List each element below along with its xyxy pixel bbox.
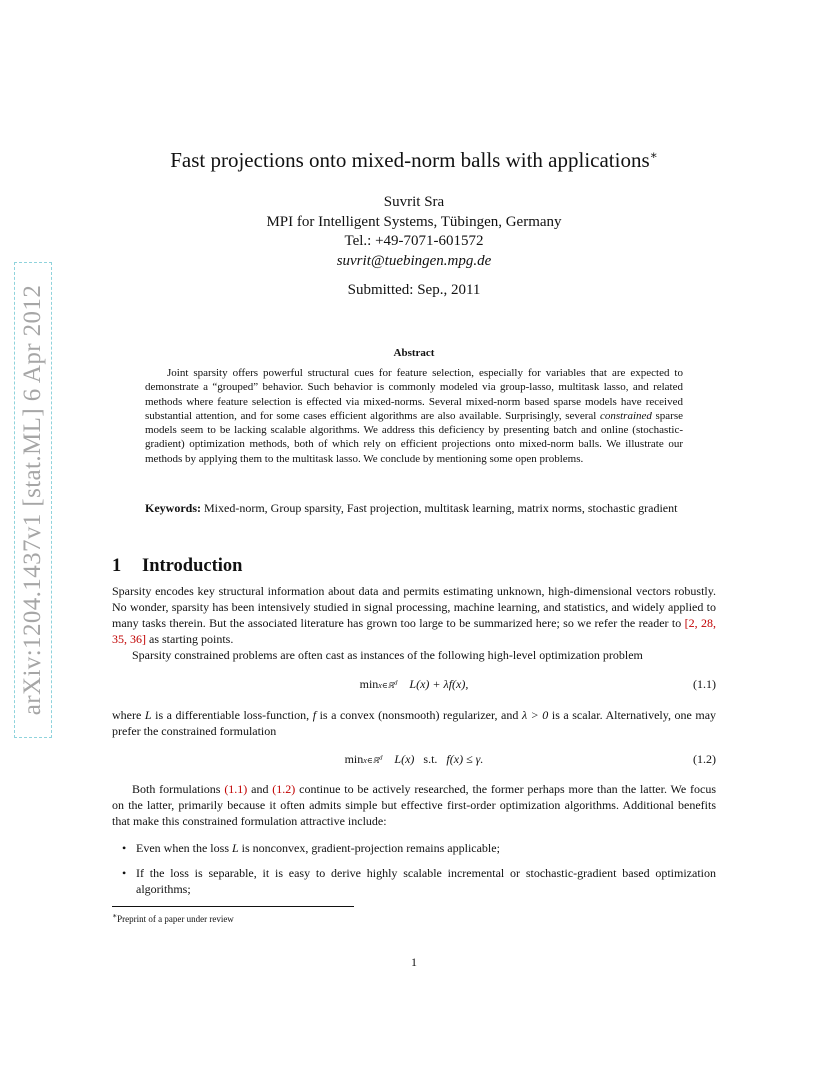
p4-and: and xyxy=(251,782,269,796)
eq-ref-1-2-link[interactable]: (1.2) xyxy=(272,782,296,796)
intro-p1-text: Sparsity encodes key structural information about data and permits estimating unknown, high-dimensional vectors robustly. No wonder, sparsity has been intensively studied in signal processing, machine learning, and statistics, and widely applied to many tasks therein. But the associated literature has grown too large to be summarized here; so we refer the reader to xyxy=(112,584,716,630)
paper-title xyxy=(0,148,828,173)
bullet2-text: If the loss is separable, it is easy to derive highly scalable incremental or stochastic-gradient based optimization algorithms; xyxy=(136,866,716,896)
abstract-text-1: Joint sparsity offers powerful structural cues for feature selection, especially for variables that are expected to demonstrate a “grouped” behavior. Such behavior is commonly modeled via group-lasso, multitask lasso, and related methods where feature selection is effected via mixed-norms. Several mixed-norm based sparse models have received substantial attention, and for some cases efficient algorithms are also available. Surprisingly, several xyxy=(145,367,683,422)
section-title: Introduction xyxy=(142,556,243,576)
eq2-constraint: f(x) ≤ γ. xyxy=(446,752,484,766)
eq1-min: min xyxy=(359,677,379,691)
list-item xyxy=(112,840,716,856)
intro-paragraph-1 xyxy=(112,583,716,663)
title-footnote-mark: ∗ xyxy=(649,148,658,162)
eq2-loss: L(x) xyxy=(394,752,415,766)
eq2-min: min xyxy=(344,752,364,766)
footnote-mark: ∗ xyxy=(112,911,118,920)
author-name: Suvrit Sra xyxy=(383,194,445,210)
p3-regularizer: is a convex (nonsmooth) regularizer, and xyxy=(319,708,519,722)
arxiv-stamp-text: arXiv:1204.1437v1 [stat.ML] 6 Apr 2012 xyxy=(19,284,46,716)
eq1-number: (1.1) xyxy=(693,677,716,691)
eq2-number: (1.2) xyxy=(693,752,716,766)
eq2-min-sub: x∈ℝ$^d$ xyxy=(363,754,383,765)
author-affiliation: MPI for Intelligent Systems, Tübingen, Germany xyxy=(266,213,562,230)
submitted-date: Submitted: Sep., 2011 xyxy=(347,282,481,298)
keywords-text: Mixed-norm, Group sparsity, Fast projection, multitask learning, matrix norms, stochastic gradient xyxy=(204,501,678,515)
footnote xyxy=(112,911,234,924)
author-email: suvrit@tuebingen.mpg.de xyxy=(336,252,492,269)
abstract-body xyxy=(145,366,683,466)
keywords xyxy=(145,500,683,516)
p3-where: where xyxy=(112,708,142,722)
bullet1-a: Even when the loss xyxy=(136,841,229,855)
p3-scalar: is a scalar. Alternatively, one may prefer the constrained formulation xyxy=(112,708,717,738)
keywords-label: Keywords: xyxy=(145,501,201,515)
arxiv-stamp xyxy=(14,262,52,738)
section-number: 1 xyxy=(112,556,122,576)
abstract-heading: Abstract xyxy=(393,347,435,359)
author-block xyxy=(0,193,828,271)
author-phone: Tel.: +49-7071-601572 xyxy=(344,233,484,249)
p4-start: Both formulations xyxy=(132,782,221,796)
list-item xyxy=(112,865,716,897)
math-f: f xyxy=(312,708,317,722)
footnote-divider xyxy=(112,906,354,907)
bullet1-math-L: L xyxy=(231,841,239,855)
benefits-list xyxy=(112,840,716,906)
page-number: 1 xyxy=(411,955,417,969)
abstract-text-2: sparse models seem to be lacking scalable algorithms. We address this deficiency by presenting batch and online (stochastic-gradient) optimization methods, both of which rely on efficient projections onto mixed-norm balls. We illustrate our methods by applying them to the multitask lasso. We conclude by mentioning some open problems. xyxy=(145,409,684,465)
intro-p2-text: Sparsity constrained problems are often cast as instances of the following high-level optimization problem xyxy=(132,648,643,662)
bullet1-b: is nonconvex, gradient-projection remains applicable; xyxy=(241,841,500,855)
eq-ref-1-1-link[interactable]: (1.1) xyxy=(224,782,248,796)
eq2-st: s.t. xyxy=(423,752,438,766)
intro-paragraph-3 xyxy=(112,781,716,829)
eq1-body: L(x) + λf(x), xyxy=(409,677,469,691)
title-text: Fast projections onto mixed-norm balls with applications xyxy=(170,148,650,172)
section-heading xyxy=(112,556,242,577)
math-L: L xyxy=(144,708,152,722)
math-lambda: λ > 0 xyxy=(521,708,549,722)
eq1-min-sub: x∈ℝ$^d$ xyxy=(378,679,398,690)
abstract-emphasis: constrained xyxy=(599,409,652,422)
footnote-text: Preprint of a paper under review xyxy=(117,914,234,924)
p3-loss: is a differentiable loss-function, xyxy=(155,708,310,722)
intro-paragraph-2 xyxy=(112,707,716,739)
p4-rest: continue to be actively researched, the former perhaps more than the latter. We focus on the latter, primarily because it often admits simple but effective first-order optimization algorithms. Additional benefits that make this constrained formulation attractive include: xyxy=(112,782,717,828)
citation-link[interactable]: [2, 28, 35, 36] xyxy=(112,616,717,646)
intro-p1-end: as starting points. xyxy=(149,632,234,646)
